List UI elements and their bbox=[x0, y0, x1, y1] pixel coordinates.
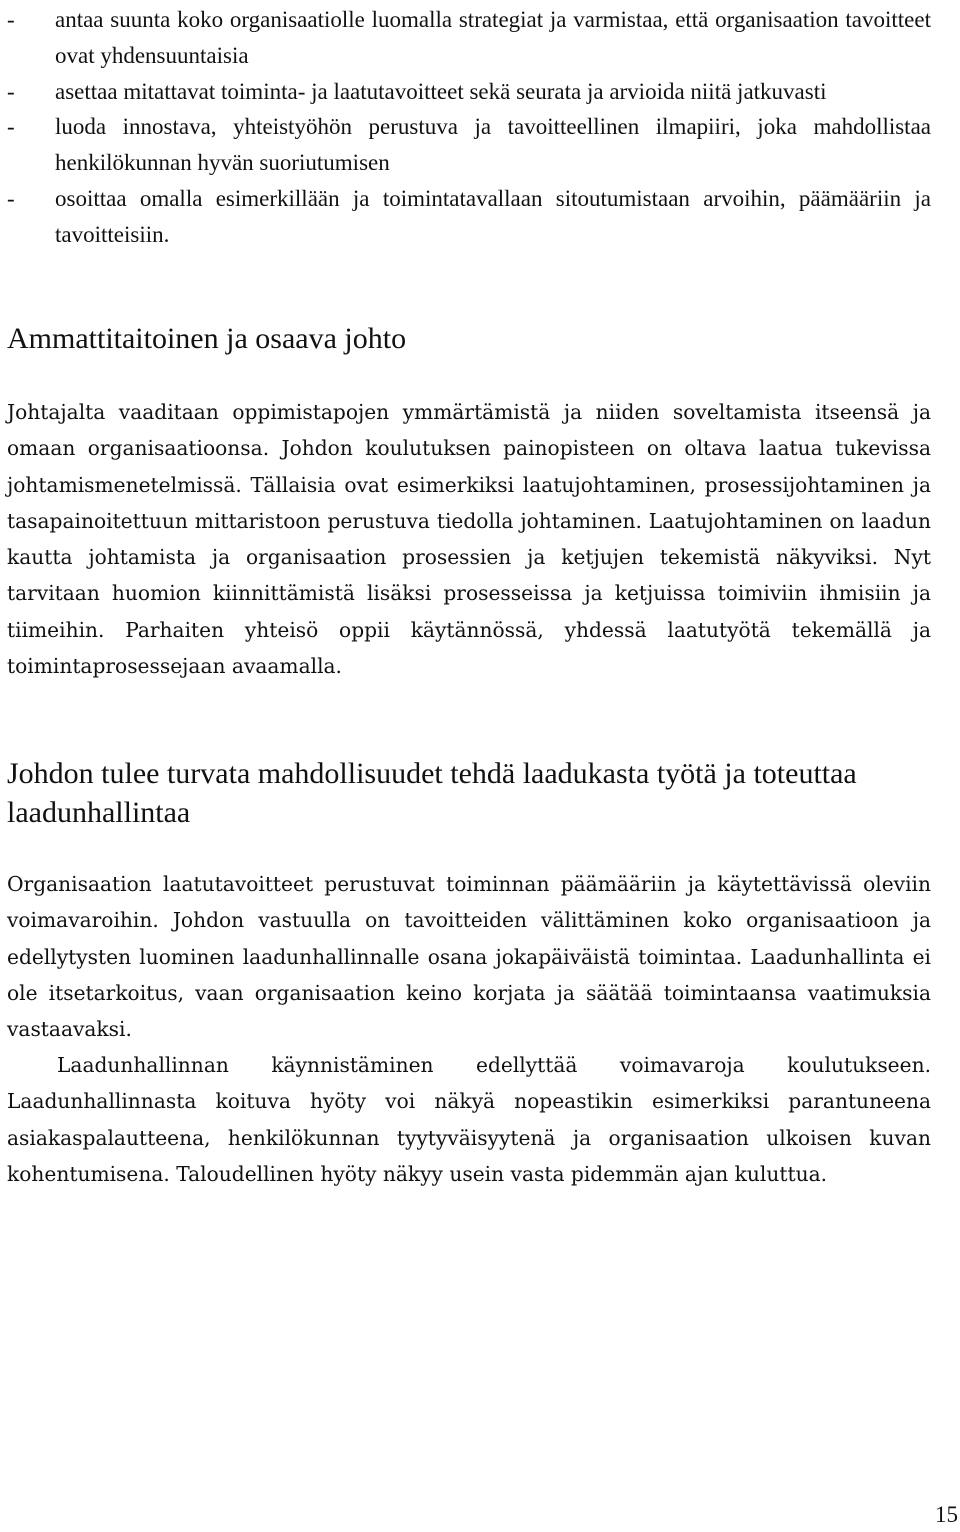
bullet-text: luoda innostava, yhteistyöhön perustuva ja tavoitteellinen ilmapiiri, joka mahdollistaa henkilökunnan hyvän suoriutumisen bbox=[55, 114, 931, 176]
bullet-dash: - bbox=[7, 7, 15, 32]
bullet-dash: - bbox=[7, 185, 15, 211]
bullet-dash: - bbox=[7, 114, 15, 140]
bullet-text: osoittaa omalla esimerkillään ja toimintatavallaan sitoutumistaan arvoihin, päämääriin ja tavoitteisiin. bbox=[55, 185, 931, 247]
section-heading-johdon-tulee: Johdon tulee turvata mahdollisuudet tehdä laadukasta työtä ja toteuttaa laadunhallintaa bbox=[7, 757, 857, 829]
section-paragraph: Organisaation laatutavoitteet perustuvat toiminnan päämääriin ja käytettävissä oleviin voimavaroihin. Johdon vastuulla on tavoitteiden välittäminen koko organisaatioon ja edellytysten luominen laadunhallinnalle osana jokapäiväistä toimintaa. Laadunhallinta ei ole itsetarkoitus, vaan organisaation keino korjata ja säätää toimintaansa vaatimuksia vastaavaksi. bbox=[7, 872, 931, 1042]
section-paragraph: Laadunhallinnan käynnistäminen edellyttää voimavaroja koulutukseen. Laadunhallinnasta koituva hyöty voi näkyä nopeastikin esimerkiksi parantuneena asiakaspalautteena, henkilökunnan tyytyväisyytenä ja organisaation ulkoisen kuvan kohentumisena. Taloudellinen hyöty näkyy usein vasta pidemmän ajan kuluttua. bbox=[7, 1053, 931, 1186]
list-item bbox=[7, 181, 931, 253]
list-item bbox=[7, 2, 931, 74]
bullet-text: asettaa mitattavat toiminta- ja laatutavoitteet sekä seurata ja arvioida niitä jatkuvasti bbox=[55, 78, 827, 104]
list-item bbox=[7, 109, 931, 181]
section-heading-ammattitaitoinen: Ammattitaitoinen ja osaava johto bbox=[7, 322, 407, 355]
section-paragraph: Johtajalta vaaditaan oppimistapojen ymmärtämistä ja niiden soveltamista itseensä ja omaan organisaatioonsa. Johdon koulutuksen painopisteen on oltava laatua tukevissa johtamismenetelmissä. Tällaisia ovat esimerkiksi laatujohtaminen, prosessijohtaminen ja tasapainoitettuun mittaristoon perustuva tiedolla johtaminen. Laatujohtaminen on laadun kautta johtamista ja organisaation prosessien ja ketjujen tekemistä näkyviksi. Nyt tarvitaan huomion kiinnittämistä lisäksi prosesseissa ja ketjuissa toimiviin ihmisiin ja tiimeihin. Parhaiten yhteisö oppii käytännössä, yhdessä laatutyötä tekemällä ja toimintaprosessejaan avaamalla. bbox=[7, 400, 931, 679]
list-item bbox=[7, 74, 931, 110]
bullet-text: antaa suunta koko organisaatiolle luomalla strategiat ja varmistaa, että organisaation tavoitteet ovat yhdensuuntaisia bbox=[55, 7, 931, 68]
bullet-dash: - bbox=[7, 78, 15, 104]
bullet-list bbox=[7, 2, 931, 253]
page-number: 15 bbox=[935, 1502, 958, 1527]
